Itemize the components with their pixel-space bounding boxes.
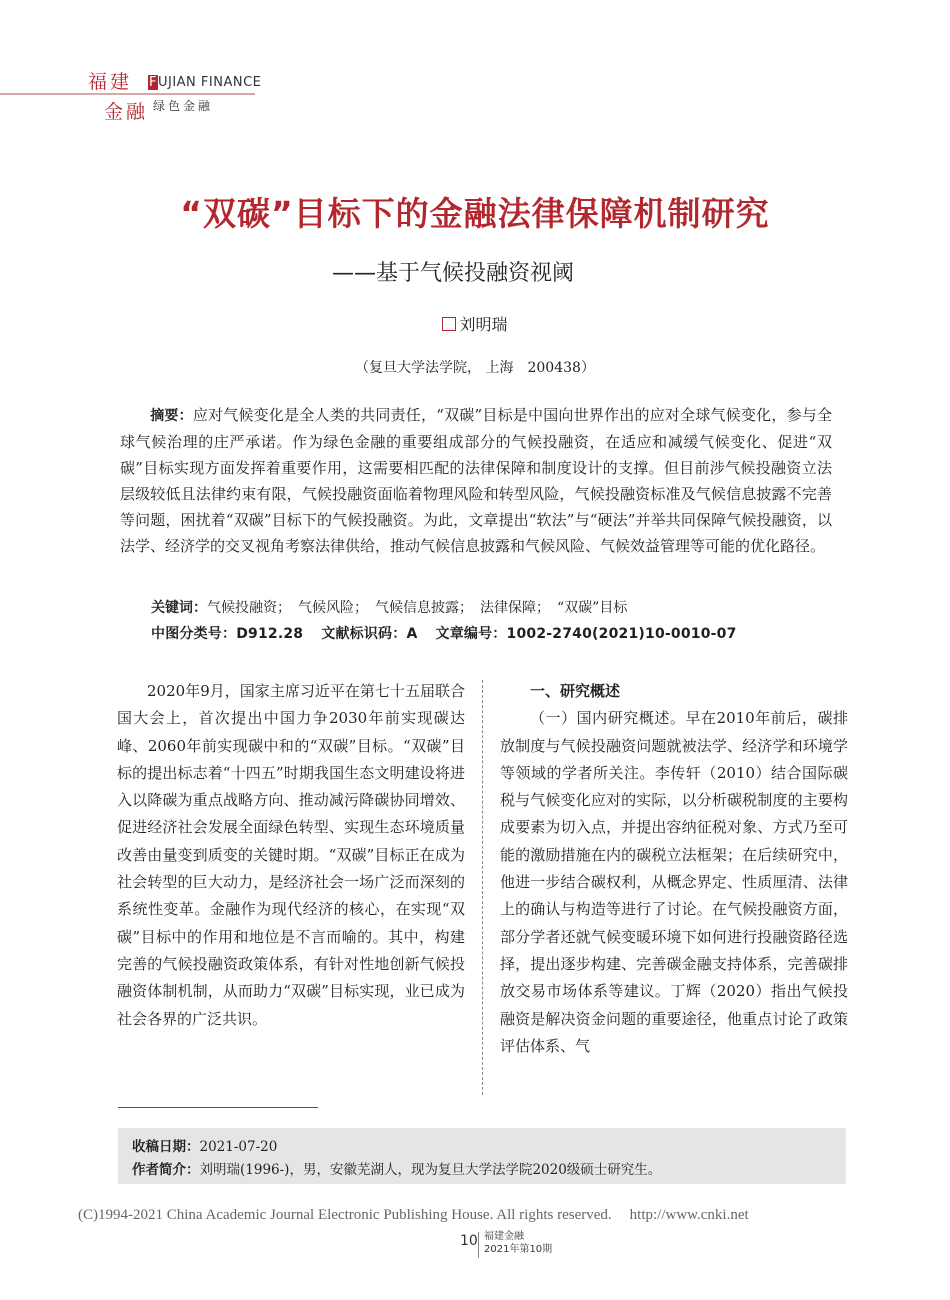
article-title: “双碳”目标下的金融法律保障机制研究 [180,194,770,233]
keywords-label: 关键词： [151,600,207,616]
journal-english-rest: UJIAN FINANCE [157,75,262,90]
article-subtitle: ——基于气候投融资视阈 [332,261,575,286]
author-line [0,312,950,335]
abstract [120,402,832,559]
footnote-rule [118,1107,318,1108]
abstract-label: 摘要： [150,408,193,424]
received-value: 2021-07-20 [199,1139,278,1155]
right-column-paragraph: （一）国内研究概述。早在2010年前后，碳排放制度与气候投融资问题就被法学、经济学和环境学等领域的学者所关注。李传轩（2010）结合国际碳税与气候变化应对的实际，以分析碳税制度的主要构成要素为切入点，并提出容纳征税对象、方式乃至可能的激励措施在内的碳税立法框架；在后续研究中，他进一步结合碳权利，从概念界定、性质厘清、法律上的确认与构造等进行了讨论。在气候投融资方面，部分学者还就气候变暖环境下如何进行投融资路径选择，提出逐步构建、完善碳金融支持体系，完善碳排放交易市场体系等建议。丁辉（2020）指出气候投融资是解决资金问题的重要途径，他重点讨论了政策评估体系、气 [500,709,848,1055]
affiliation: （复旦大学法学院， 上海 200438） [355,360,595,376]
article-number-label: 文章编号： [435,626,507,642]
doc-code-label: 文献标识码： [321,626,407,642]
received-label: 收稿日期： [132,1139,200,1155]
left-column-paragraph: 2020年9月，国家主席习近平在第七十五届联合国大会上，首次提出中国力争2030年前实现碳达峰、2060年前实现碳中和的“双碳”目标。“双碳”目标的提出标志着“十四五”时期我国生态文明建设将进入以降碳为重点战略方向、推动减污降碳协同增效、促进经济社会发展全面绿色转型、实现生态环境质量改善由量变到质变的关键时期。“双碳”目标正在成为社会转型的巨大动力，是经济社会一场广泛而深刻的系统性变革。金融作为现代经济的核心，在实现“双碳”目标中的作用和地位是不言而喻的。其中，构建完善的气候投融资政策体系，有针对性地创新气候投融资体制机制，从而助力“双碳”目标实现，业已成为社会各界的广泛共识。 [117,682,465,1028]
journal-logo-jinrong: 金融 [104,101,149,123]
clc-value: D912.28 [236,626,304,642]
received-date [132,1135,277,1155]
bio-text: 刘明瑞(1996-)，男，安徽芜湖人，现为复旦大学法学院2020级硕士研究生。 [199,1162,662,1178]
footer-journal [484,1230,552,1256]
journal-logo-fujian: 福建 [88,71,133,93]
copyright-line [78,1207,749,1224]
column-divider [482,680,483,1095]
footer-issue: 2021年第10期 [484,1244,553,1255]
left-column [117,678,465,1033]
footer-journal-name: 福建金融 [484,1231,524,1242]
journal-english-initial: F [149,75,157,90]
article-number-value: 1002-2740(2021)10-0010-07 [506,626,737,642]
author-bio [132,1158,661,1178]
footer-separator [478,1232,479,1258]
clc-label: 中图分类号： [151,626,237,642]
keywords [151,597,627,617]
section-heading: 一、研究概述 [530,682,621,700]
keywords-text: 气候投融资； 气候风险； 气候信息披露； 法律保障； “双碳”目标 [207,600,628,616]
cnki-link[interactable]: http://www.cnki.net [629,1207,749,1223]
bio-label: 作者简介： [132,1162,200,1178]
right-column [500,678,848,1060]
doc-code-value: A [406,626,418,642]
page-number: 10 [460,1233,478,1249]
copyright-text: (C)1994-2021 China Academic Journal Electronic Publishing House. All rights reserved. [78,1207,612,1223]
abstract-text: 应对气候变化是全人类的共同责任，“双碳”目标是中国向世界作出的应对全球气候变化，参与全球气候治理的庄严承诺。作为绿色金融的重要组成部分的气候投融资，在适应和减缓气候变化、促进“双碳”目标实现方面发挥着重要作用，这需要相匹配的法律保障和制度设计的支撑。但目前涉气候投融资立法层级较低且法律约束有限，气候投融资面临着物理风险和转型风险，气候投融资标准及气候信息披露不完善等问题，困扰着“双碳”目标下的气候投融资。为此，文章提出“软法”与“硬法”并举共同保障气候投融资，以法学、经济学的交叉视角考察法律供给，推动气候信息披露和气候风险、气候效益管理等可能的优化路径。 [120,406,833,555]
journal-english-name [148,75,261,90]
section-label: 绿色金融 [153,99,214,113]
classification-line [151,623,737,643]
author-name: 刘明瑞 [459,315,508,334]
author-box-icon [442,317,456,331]
